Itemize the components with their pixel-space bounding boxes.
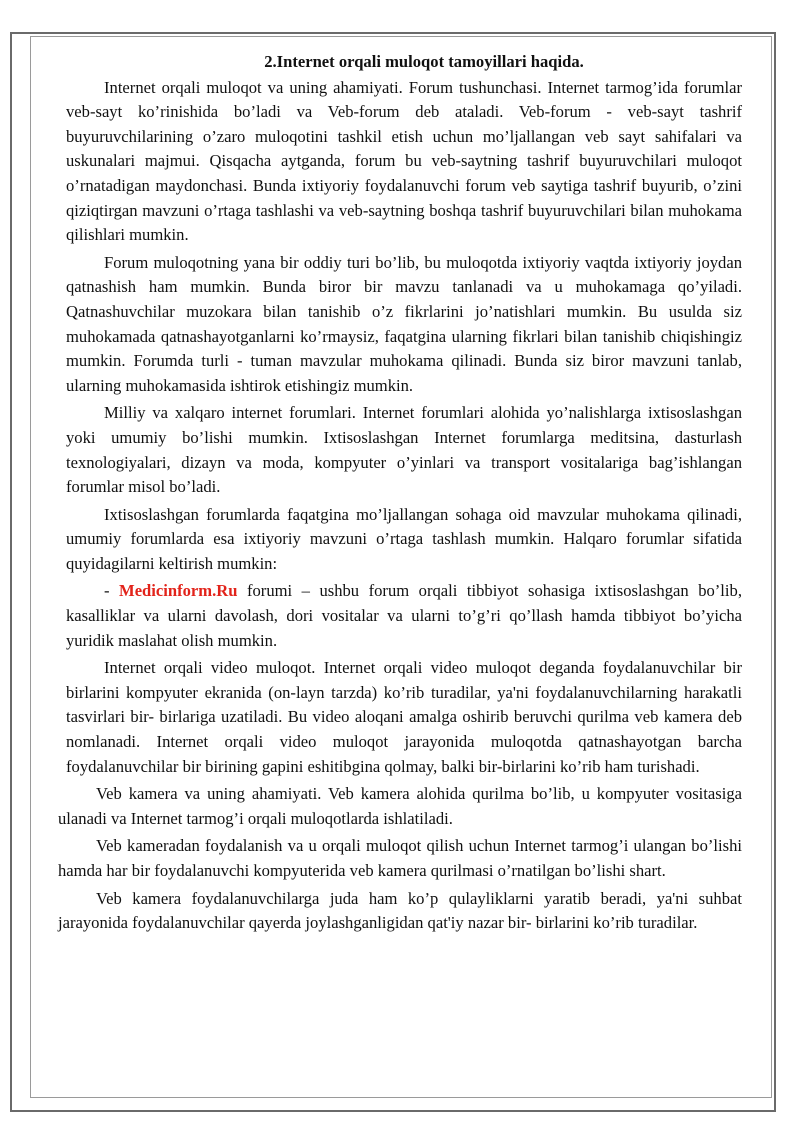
paragraph-forum-type: Forum muloqotning yana bir oddiy turi bo’lib, bu muloqotda ixtiyoriy vaqtda ixtiyoriy joydan qatnashish ham mumkin. Bunda biror bir mavzu tanlanadi va u muhokamaga qo’yiladi. Qatnashuvchilar muzokara bilan tanishib o’z fikrlarini jo’natishlari mumkin. Bu usulda siz muhokamada qatnashayotganlarni ko’rmaysiz, faqatgina ularning fikrlari bilan tanishib chiqishingiz mumkin. Forumda turli - tuman mavzular muhokama qilinadi. Bunda siz biror mavzuni tanlab, ularning muhokamasida ishtirok etishingiz mumkin. xyxy=(66,252,742,395)
bullet-prefix: - xyxy=(104,581,120,601)
paragraph-national-forums: Milliy va xalqaro internet forumlari. Internet forumlari alohida yo’nalishlarga ixtisoslashgan yoki umumiy bo’lishi mumkin. Ixtisoslashgan Internet forumlarga meditsina, dasturlash texnologiyalari, dizayn va moda, kompyuter o’yinlari va transport vositalariga bag’ishlangan forumlar misol bo’ladi. xyxy=(66,403,742,497)
bullet-medicinform xyxy=(66,579,742,653)
bullet-text: forumi – ushbu forum orqali tibbiyot sohasiga ixtisoslashgan bo’lib, kasalliklar va ularni davolash, dori vositalar va ularni to’g’ri qo’llash hamda tibbiyot bo’yicha yuridik maslahat olish mumkin. xyxy=(66,581,742,650)
paragraph-webcam-importance: Veb kamera va uning ahamiyati. Veb kamera alohida qurilma bo’lib, u kompyuter vositasiga ulanadi va Internet tarmog’i orqali muloqotlarda ishlatiladi. xyxy=(58,784,742,828)
paragraph-forum-intro: Internet orqali muloqot va uning ahamiyati. Forum tushunchasi. Internet tarmog’ida forumlar veb-sayt ko’rinishida bo’ladi va Veb-forum deb ataladi. Veb-forum - veb-sayt tashrif buyuruvchilarining o’zaro muloqotini tashkil etish uchun mo’ljallangan veb sayt sahifalari va uskunalari majmui. Qisqacha aytganda, forum bu veb-saytning tashrif buyuruvchilari muloqot o’rnatadigan maydonchasi. Bunda ixtiyoriy foydalanuvchi forum veb saytiga tashrif buyurib, o’zini qiziqtirgan mavzuni o’rtaga tashlashi va veb-saytning boshqa tashrif buyuruvchilari bilan muhokama qilishlari mumkin. xyxy=(66,77,742,245)
document-title: 2.Internet orqali muloqot tamoyillari haqida. xyxy=(264,52,584,71)
paragraph-webcam-benefits: Veb kamera foydalanuvchilarga juda ham ko’p qulayliklarni yaratib beradi, ya'ni suhbat jarayonida foydalanuvchilar qayerda joylashganligidan qat'iy nazar bir- birlarini ko’rib turadilar. xyxy=(58,888,742,933)
brand-medicinform: Medicinform.Ru xyxy=(119,581,238,601)
paragraph-video-chat: Internet orqali video muloqot. Internet orqali video muloqot deganda foydalanuvchilar bir birlarini kompyuter ekranida (on-layn tarzda) ko’rib turadilar, ya'ni foydalanuvchilarning harakatli tasvirlari bir- birlariga uzatiladi. Bu video aloqani amalga oshirib beruvchi qurilma veb kamera deb nomlanadi. Internet orqali video muloqot jarayonida muloqotda qatnashayotgan barcha foydalanuvchilar bir birining gapini eshitibgina qolmay, balki bir-birlarini ko’rib ham turishadi. xyxy=(66,658,742,776)
document-body xyxy=(58,50,742,939)
paragraph-specialized-forums: Ixtisoslashgan forumlarda faqatgina mo’ljallangan sohaga oid mavzular muhokama qilinadi, umumiy forumlarda esa ixtiyoriy mavzuni o’rtaga tashlash mumkin. Halqaro forumlar sifatida quyidagilarni keltirish mumkin: xyxy=(66,504,742,573)
paragraph-webcam-requirements: Veb kameradan foydalanish va u orqali muloqot qilish uchun Internet tarmog’i ulangan bo’lishi hamda har bir foydalanuvchi kompyuterida veb kamera qurilmasi o’rnatilgan bo’lishi shart. xyxy=(58,836,742,880)
